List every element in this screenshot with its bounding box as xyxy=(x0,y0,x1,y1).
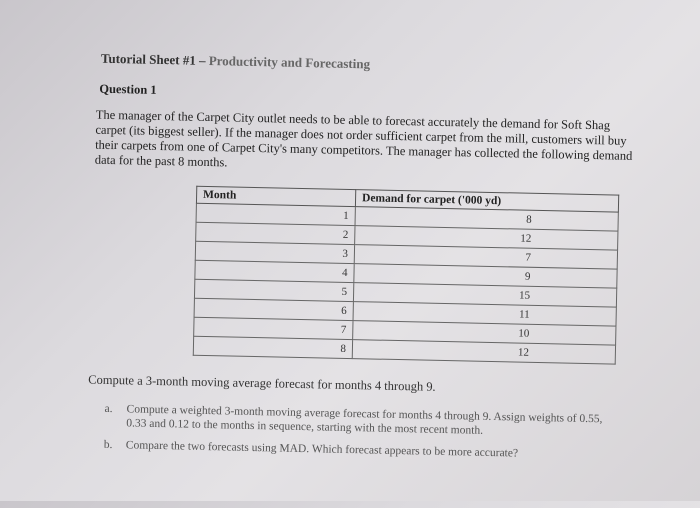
sheet-title: Tutorial Sheet #1 xyxy=(100,50,196,68)
demand-cell: 7 xyxy=(354,245,617,270)
part-a-label: a. xyxy=(104,402,113,416)
month-cell: 6 xyxy=(194,298,353,320)
part-b-label: b. xyxy=(103,438,113,452)
demand-cell: 10 xyxy=(353,321,616,346)
part-a xyxy=(104,402,624,441)
demand-cell: 9 xyxy=(354,264,617,289)
month-cell: 5 xyxy=(194,279,353,301)
demand-cell: 11 xyxy=(353,302,616,327)
demand-cell: 15 xyxy=(353,283,616,308)
part-b-text: Compare the two forecasts using MAD. Which forecast appears to be more accurate? xyxy=(125,439,519,460)
month-cell: 4 xyxy=(195,260,354,282)
month-cell: 1 xyxy=(196,203,355,225)
compute-instruction: Compute a 3-month moving average forecast for months 4 through 9. xyxy=(88,372,436,394)
question-heading: Question 1 xyxy=(99,81,157,97)
part-a-text: Compute a weighted 3-month moving average forecast for months 4 through 9. Assign weights of 0.55, 0.33 and 0.12 to the months in sequence, starting with the most recent month. xyxy=(126,403,603,437)
sheet-heading xyxy=(101,51,370,73)
month-cell: 8 xyxy=(193,336,352,358)
title-separator: – xyxy=(195,52,209,68)
demand-cell: 12 xyxy=(355,226,618,251)
sheet-subtitle: Productivity and Forecasting xyxy=(208,53,371,72)
demand-table xyxy=(193,186,619,365)
month-cell: 3 xyxy=(195,241,354,263)
demand-cell: 12 xyxy=(352,340,615,365)
month-cell: 2 xyxy=(196,222,355,244)
part-b xyxy=(104,438,624,463)
demand-cell: 8 xyxy=(355,207,618,232)
month-cell: 7 xyxy=(194,317,353,339)
question-paragraph: The manager of the Carpet City outlet needs to be able to forecast accurately the demand for Soft Shag carpet (its biggest seller). If the manager does not order sufficient carpet from the mill, customers will buy their carpets from one of Carpet City's many competitors. The manager has collected the following demand data for the past 8 months. xyxy=(94,107,633,170)
month-column-header: Month xyxy=(196,186,355,206)
demand-column-header: Demand for carpet ('000 yd) xyxy=(355,190,618,213)
question-parts xyxy=(104,402,625,471)
